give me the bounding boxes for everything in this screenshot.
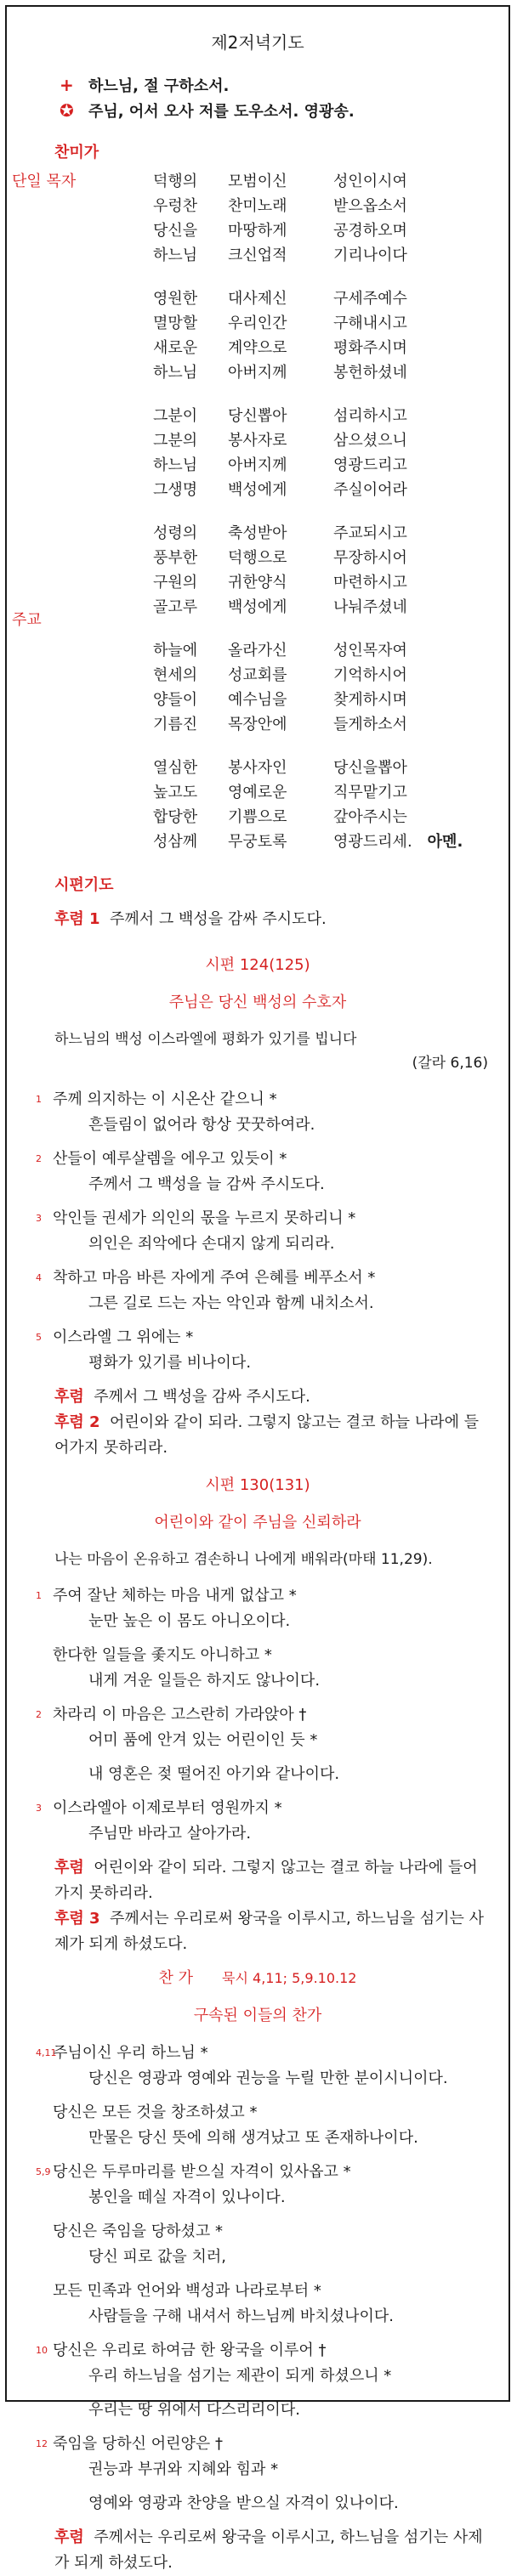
versicle-text: 하느님, 절 구하소서. bbox=[88, 77, 230, 95]
verse-line: 당신은 우리로 하여금 한 왕국을 이루어 † bbox=[53, 2341, 327, 2359]
hymn-word: 찬미노래 bbox=[228, 197, 287, 215]
hymn-word: 찾게하시며 bbox=[333, 691, 407, 709]
verse-line: 주님이신 우리 하느님 * bbox=[53, 2044, 208, 2062]
verse bbox=[36, 1796, 488, 1847]
antiphon-text: 주께서 그 백성을 감싸 주시도다. bbox=[110, 910, 327, 928]
verse-line: 착하고 마음 바른 자에게 주여 은혜를 베푸소서 * bbox=[53, 1269, 376, 1287]
antiphon-label: 후렴 bbox=[54, 2528, 84, 2546]
verse-line: 산들이 예루살렘을 에우고 있듯이 * bbox=[53, 1150, 287, 1168]
verse-number: 4,11 bbox=[36, 2047, 57, 2058]
hymn-word: 구원의 bbox=[153, 574, 198, 592]
verse bbox=[36, 2338, 488, 2389]
antiphon-label: 후렴 1 bbox=[54, 910, 100, 928]
hymn-word: 높고도 bbox=[153, 784, 198, 801]
verse-line-indent: 사람들을 구해 내셔서 하느님께 바치셨나이다. bbox=[88, 2307, 394, 2325]
hymn-word: 그분이 bbox=[153, 407, 198, 425]
antiphon-1-repeat bbox=[54, 1384, 488, 1410]
hymn-word: 합당한 bbox=[153, 808, 198, 826]
hymn-word: 나눠주셨네 bbox=[333, 598, 407, 616]
hymn-word: 기쁨으로 bbox=[228, 808, 287, 826]
antiphon-label: 후렴 bbox=[54, 1859, 84, 1877]
hymn-word: 아버지께 bbox=[228, 456, 287, 474]
verse-line: 당신은 죽임을 당하셨고 * bbox=[53, 2222, 224, 2240]
hymn-line bbox=[153, 243, 508, 268]
hymn-word: 기리나이다 bbox=[333, 246, 407, 264]
canticle-ref: 묵시 4,11; 5,9.10.12 bbox=[222, 1970, 357, 1986]
hymn-word: 귀한양식 bbox=[228, 574, 287, 592]
hymn-line bbox=[153, 169, 508, 194]
verse bbox=[36, 2432, 488, 2483]
hymn-line bbox=[153, 570, 508, 595]
psalm-2-subtitle: 어린이와 같이 주님을 신뢰하라 bbox=[154, 1514, 361, 1531]
verse bbox=[53, 2279, 488, 2330]
antiphon-1 bbox=[54, 907, 488, 932]
verse bbox=[36, 1583, 488, 1634]
antiphon-label: 후렴 2 bbox=[54, 1413, 100, 1431]
psalm-2-title: 시편 130(131) bbox=[205, 1476, 310, 1494]
hymn-word: 성인목자여 bbox=[333, 642, 407, 660]
hymn-word: 영원한 bbox=[153, 290, 198, 308]
psalm-1-verses bbox=[7, 1087, 508, 1376]
verse-line-indent: 영예와 영광과 찬양을 받으실 자격이 있나이다. bbox=[88, 2494, 399, 2512]
antiphon-3-repeat bbox=[54, 2525, 488, 2576]
verse-line-indent: 우리 하느님을 섬기는 제관이 되게 하셨으니 * bbox=[88, 2367, 392, 2385]
hymn-word: 하느님 bbox=[153, 456, 198, 474]
hymn-word: 크신업적 bbox=[228, 246, 287, 264]
verse-number: 3 bbox=[36, 1213, 42, 1224]
psalm-1-subtitle: 주님은 당신 백성의 수호자 bbox=[168, 994, 347, 1011]
verse-line-indent: 눈만 높은 이 몸도 아니오이다. bbox=[88, 1612, 291, 1630]
hymn-line bbox=[153, 311, 508, 336]
intro-text: 하느님의 백성 이스라엘에 평화가 있기를 빕니다 bbox=[54, 1031, 357, 1048]
verse-line-indent: 그른 길로 드는 자는 악인과 함께 내치소서. bbox=[88, 1294, 374, 1312]
verse-line-indent: 주님만 바라고 살아가라. bbox=[88, 1825, 252, 1843]
canticle-verses bbox=[7, 2041, 508, 2517]
verse-line-indent: 내 영혼은 젖 떨어진 아기와 같나이다. bbox=[88, 1765, 340, 1783]
hymn-line bbox=[153, 829, 508, 854]
hymn-word: 갚아주시는 bbox=[333, 808, 407, 826]
psalm-2-verses bbox=[7, 1583, 508, 1847]
psalm-1-intro bbox=[54, 1028, 488, 1075]
hymn-label-bishop: 주교 bbox=[12, 611, 42, 629]
verse-line-indent: 의인은 죄악에다 손대지 않게 되리라. bbox=[88, 1235, 335, 1253]
hymn-line bbox=[153, 595, 508, 620]
page-title: 제2저녁기도 bbox=[211, 32, 304, 53]
hymn-word: 섬리하시고 bbox=[333, 407, 407, 425]
hymn-word: 봉사자인 bbox=[228, 759, 287, 777]
verse-line-indent: 봉인을 떼실 자격이 있나이다. bbox=[88, 2188, 286, 2206]
verse-line: 당신은 두루마리를 받으실 자격이 있사옵고 * bbox=[53, 2163, 351, 2181]
verse-line-indent: 당신은 영광과 영예와 권능을 누릴 만한 분이시니이다. bbox=[88, 2069, 448, 2087]
verse-line-indent: 흔들림이 없어라 항상 꿋꿋하여라. bbox=[88, 1116, 315, 1134]
response-icon: ✪ bbox=[60, 100, 74, 121]
verse-number: 10 bbox=[36, 2345, 48, 2356]
hymn-stanza bbox=[153, 638, 508, 737]
verse bbox=[36, 1206, 488, 1257]
verse-line-indent: 주께서 그 백성을 늘 감싸 주시도다. bbox=[88, 1175, 325, 1193]
verse bbox=[36, 1265, 488, 1316]
hymn-word: 풍부한 bbox=[153, 549, 198, 567]
verse bbox=[53, 1762, 488, 1787]
hymn-label-pastor: 단일 목자 bbox=[12, 173, 77, 190]
hymn-word: 하느님 bbox=[153, 246, 198, 264]
verse-number: 2 bbox=[36, 1153, 42, 1164]
hymn-word: 구해내시고 bbox=[333, 314, 407, 332]
verse bbox=[36, 1087, 488, 1138]
hymn-line bbox=[153, 478, 508, 502]
hymn-word: 그생명 bbox=[153, 481, 198, 499]
hymn-word: 우리인간 bbox=[228, 314, 287, 332]
verse-line: 차라리 이 마음은 고스란히 가라앉아 † bbox=[53, 1706, 307, 1724]
hymn-word: 그분의 bbox=[153, 432, 198, 450]
hymn-word: 백성에게 bbox=[228, 598, 287, 616]
canticle-title bbox=[7, 1966, 508, 1988]
verse bbox=[53, 2398, 488, 2423]
hymn-word: 덕행의 bbox=[153, 173, 198, 190]
hymn-word: 축성받아 bbox=[228, 524, 287, 542]
hymn-line bbox=[153, 194, 508, 218]
verse-line: 이스라엘 그 위에는 * bbox=[53, 1328, 194, 1346]
invocation bbox=[60, 74, 508, 122]
hymn-line bbox=[153, 360, 508, 385]
psalm-2-intro: 나는 마음이 온유하고 겸손하니 나에게 배워라(마태 11,29). bbox=[54, 1551, 433, 1568]
verse-number: 12 bbox=[36, 2438, 48, 2449]
verse-number: 1 bbox=[36, 1590, 42, 1601]
hymn-line bbox=[153, 336, 508, 360]
hymn-word: 계약으로 bbox=[228, 339, 287, 357]
antiphon-2-repeat bbox=[54, 1855, 488, 1906]
hymn-word: 구세주예수 bbox=[333, 290, 407, 308]
hymn-word: 주실이어라 bbox=[333, 481, 407, 499]
hymn-word: 성교회를 bbox=[228, 666, 287, 684]
hymn-word: 당신을 bbox=[153, 222, 198, 240]
hymn-word: 모범이신 bbox=[228, 173, 287, 190]
hymn-word: 예수님을 bbox=[228, 691, 287, 709]
invocation-response bbox=[60, 99, 508, 122]
verse bbox=[36, 1325, 488, 1376]
antiphon-label: 후렴 3 bbox=[54, 1910, 100, 1928]
verse-line: 주께 의지하는 이 시온산 같으니 * bbox=[53, 1090, 277, 1108]
hymn-stanza bbox=[153, 521, 508, 620]
hymn-amen: 아멘. bbox=[427, 833, 463, 851]
hymn-word: 영광드리고 bbox=[333, 456, 407, 474]
hymn-line bbox=[153, 521, 508, 546]
hymn-word: 삼으셨으니 bbox=[333, 432, 407, 450]
antiphon-text: 어린이와 같이 되라. 그렇지 않고는 결코 하늘 나라에 들어가지 못하리라. bbox=[54, 1859, 478, 1902]
page-frame bbox=[5, 5, 510, 2572]
hymn-word: 아버지께 bbox=[228, 364, 287, 382]
antiphon-text: 어린이와 같이 되라. 그렇지 않고는 결코 하늘 나라에 들어가지 못하리라. bbox=[54, 1413, 480, 1457]
cross-icon: + bbox=[60, 75, 74, 95]
verse-line: 악인들 권세가 의인의 몫을 누르지 못하리니 * bbox=[53, 1209, 356, 1227]
verse-number: 1 bbox=[36, 1094, 42, 1105]
hymn bbox=[7, 169, 508, 854]
response-text: 주님, 어서 오사 저를 도우소서. 영광송. bbox=[88, 103, 355, 121]
hymn-line bbox=[153, 756, 508, 780]
hymn-word: 봉헌하셨네 bbox=[333, 364, 407, 382]
verse-line: 죽임을 당하신 어린양은 † bbox=[53, 2435, 224, 2453]
antiphon-label: 후렴 bbox=[54, 1388, 84, 1406]
hymn-heading: 찬미가 bbox=[54, 144, 99, 161]
hymn-line bbox=[153, 688, 508, 712]
psalm-1-title: 시편 124(125) bbox=[205, 956, 310, 974]
hymn-word: 당신을뽑아 bbox=[333, 759, 407, 777]
hymn-word: 기름진 bbox=[153, 716, 198, 733]
hymn-line bbox=[153, 453, 508, 478]
hymn-line bbox=[153, 546, 508, 570]
hymn-word: 들게하소서 bbox=[333, 716, 407, 733]
antiphon-text: 주께서는 우리로써 왕국을 이루시고, 하느님을 섬기는 사제가 되게 하셨도다. bbox=[54, 2528, 483, 2572]
hymn-word: 성인이시여 bbox=[333, 173, 407, 190]
hymn-word: 백성에게 bbox=[228, 481, 287, 499]
hymn-stanza bbox=[153, 169, 508, 268]
hymn-word: 무궁토록 bbox=[228, 833, 287, 851]
hymn-word: 하늘에 bbox=[153, 642, 198, 660]
hymn-word: 받으옵소서 bbox=[333, 197, 407, 215]
verse-line: 주여 잘난 체하는 마음 내게 없삽고 * bbox=[53, 1587, 297, 1605]
verse bbox=[53, 2100, 488, 2151]
verse-number: 5,9 bbox=[36, 2166, 51, 2177]
hymn-word: 직무맡기고 bbox=[333, 784, 407, 801]
verse bbox=[36, 1702, 488, 1753]
hymn-word: 양들이 bbox=[153, 691, 198, 709]
hymn-word: 열심한 bbox=[153, 759, 198, 777]
antiphon-2 bbox=[54, 1410, 488, 1461]
hymn-word: 기억하시어 bbox=[333, 666, 407, 684]
verse-line: 한다한 일들을 좇지도 아니하고 * bbox=[53, 1646, 272, 1664]
verse-line: 당신은 모든 것을 창조하셨고 * bbox=[53, 2103, 258, 2121]
hymn-line bbox=[153, 428, 508, 453]
hymn-word: 성삼께 bbox=[153, 833, 198, 851]
hymn-stanza bbox=[153, 756, 508, 854]
verse-number: 2 bbox=[36, 1709, 42, 1720]
hymn-word: 주교되시고 bbox=[333, 524, 407, 542]
hymn-word: 공경하오며 bbox=[333, 222, 407, 240]
hymn-line bbox=[153, 663, 508, 688]
hymn-stanza bbox=[153, 286, 508, 385]
hymn-word: 하느님 bbox=[153, 364, 198, 382]
verse-line-indent: 당신 피로 값을 치러, bbox=[88, 2248, 226, 2266]
hymn-word: 마땅하게 bbox=[228, 222, 287, 240]
verse-line: 모든 민족과 언어와 백성과 나라로부터 * bbox=[53, 2282, 321, 2300]
hymn-line bbox=[153, 404, 508, 428]
hymn-word: 덕행으로 bbox=[228, 549, 287, 567]
verse-line-indent: 권능과 부귀와 지혜와 힘과 * bbox=[88, 2460, 279, 2478]
invocation-versicle bbox=[60, 74, 508, 96]
hymn-line bbox=[153, 286, 508, 311]
verse-line-indent: 우리는 땅 위에서 다스리리이다. bbox=[88, 2401, 300, 2419]
hymn-word: 평화주시며 bbox=[333, 339, 407, 357]
hymn-line bbox=[153, 218, 508, 243]
hymn-line bbox=[153, 805, 508, 829]
canticle-subtitle: 구속된 이들의 찬가 bbox=[193, 2007, 322, 2024]
hymn-line bbox=[153, 712, 508, 737]
verse bbox=[53, 2219, 488, 2270]
verse bbox=[53, 1643, 488, 1694]
antiphon-3 bbox=[54, 1906, 488, 1957]
verse bbox=[36, 2160, 488, 2211]
antiphon-text: 주께서 그 백성을 감싸 주시도다. bbox=[94, 1388, 310, 1406]
antiphon-text: 주께서는 우리로써 왕국을 이루시고, 하느님을 섬기는 사제가 되게 하셨도다. bbox=[54, 1910, 485, 1953]
hymn-word: 현세의 bbox=[153, 666, 198, 684]
hymn-stanza bbox=[153, 404, 508, 502]
verse-line: 이스라엘아 이제로부터 영원까지 * bbox=[53, 1799, 282, 1817]
verse-line-indent: 어미 품에 안겨 있는 어린이인 듯 * bbox=[88, 1731, 318, 1749]
hymn-word: 우렁찬 bbox=[153, 197, 198, 215]
hymn-word: 마련하시고 bbox=[333, 574, 407, 592]
verse bbox=[53, 2491, 488, 2517]
verse bbox=[36, 2041, 488, 2092]
hymn-word: 영예로운 bbox=[228, 784, 287, 801]
verse-line-indent: 내게 겨운 일들은 하지도 않나이다. bbox=[88, 1672, 321, 1690]
hymn-word: 당신뽑아 bbox=[228, 407, 287, 425]
verse-line-indent: 만물은 당신 뜻에 의해 생겨났고 또 존재하나이다. bbox=[88, 2129, 418, 2147]
hymn-word: 무장하시어 bbox=[333, 549, 407, 567]
verse-number: 3 bbox=[36, 1803, 42, 1814]
hymn-word: 올라가신 bbox=[228, 642, 287, 660]
verse-number: 5 bbox=[36, 1332, 42, 1343]
canticle-title-text: 찬 가 bbox=[158, 1969, 194, 1987]
hymn-word: 영광드리세. bbox=[333, 833, 412, 851]
hymn-line bbox=[153, 780, 508, 805]
hymn-stanzas bbox=[7, 169, 508, 854]
intro-ref: (갈라 6,16) bbox=[412, 1055, 488, 1072]
verse-line-indent: 평화가 있기를 비나이다. bbox=[88, 1354, 252, 1372]
hymn-word: 목장안에 bbox=[228, 716, 287, 733]
hymn-word: 새로운 bbox=[153, 339, 198, 357]
hymn-word: 대사제신 bbox=[228, 290, 287, 308]
hymn-line bbox=[153, 638, 508, 663]
verse-number: 4 bbox=[36, 1272, 42, 1283]
psalmody-heading: 시편기도 bbox=[54, 876, 114, 894]
hymn-word: 골고루 bbox=[153, 598, 198, 616]
hymn-word: 성령의 bbox=[153, 524, 198, 542]
hymn-word: 멸망할 bbox=[153, 314, 198, 332]
verse bbox=[36, 1146, 488, 1197]
hymn-word: 봉사자로 bbox=[228, 432, 287, 450]
